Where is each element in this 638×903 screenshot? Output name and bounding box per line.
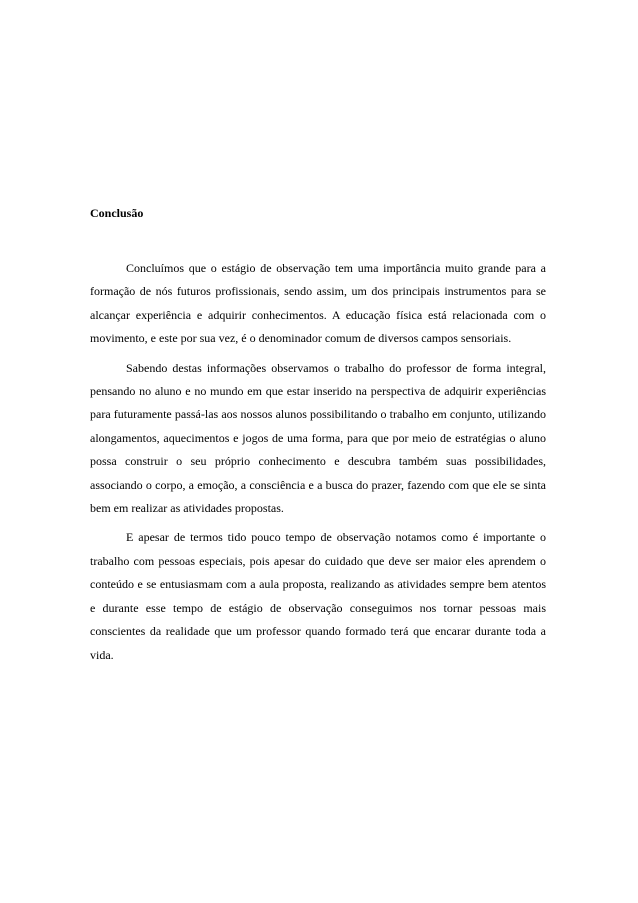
paragraph-1: Concluímos que o estágio de observação tem uma importância muito grande para a formação de nós futuros profissionais, sendo assim, um dos principais instrumentos para se alcançar experiência e adquirir conhecimentos. A educação física está relacionada com o movimento, e este por sua vez, é o denominador comum de diversos campos sensoriais. (90, 261, 546, 346)
section-title: Conclusão (90, 206, 144, 220)
document-body (90, 257, 546, 673)
paragraph-3: E apesar de termos tido pouco tempo de observação notamos como é importante o trabalho com pessoas especiais, pois apesar do cuidado que deve ser maior eles aprendem o conteúdo e se entusiasmam com a aula proposta, realizando as atividades sempre bem atentos e durante esse tempo de estágio de observação conseguimos nos tornar pessoas mais conscientes da realidade que um professor quando formado terá que encarar durante toda a vida. (90, 530, 546, 662)
paragraph-2: Sabendo destas informações observamos o trabalho do professor de forma integral, pensando no aluno e no mundo em que estar inserido na perspectiva de adquirir experiências para futuramente passá-las aos nossos alunos possibilitando o trabalho em conjunto, utilizando alongamentos, aquecimentos e jogos de uma forma, para que por meio de estratégias o aluno possa construir o seu próprio conhecimento e descubra também suas possibilidades, associando o corpo, a emoção, a consciência e a busca do prazer, fazendo com que ele se sinta bem em realizar as atividades propostas. (90, 360, 546, 516)
